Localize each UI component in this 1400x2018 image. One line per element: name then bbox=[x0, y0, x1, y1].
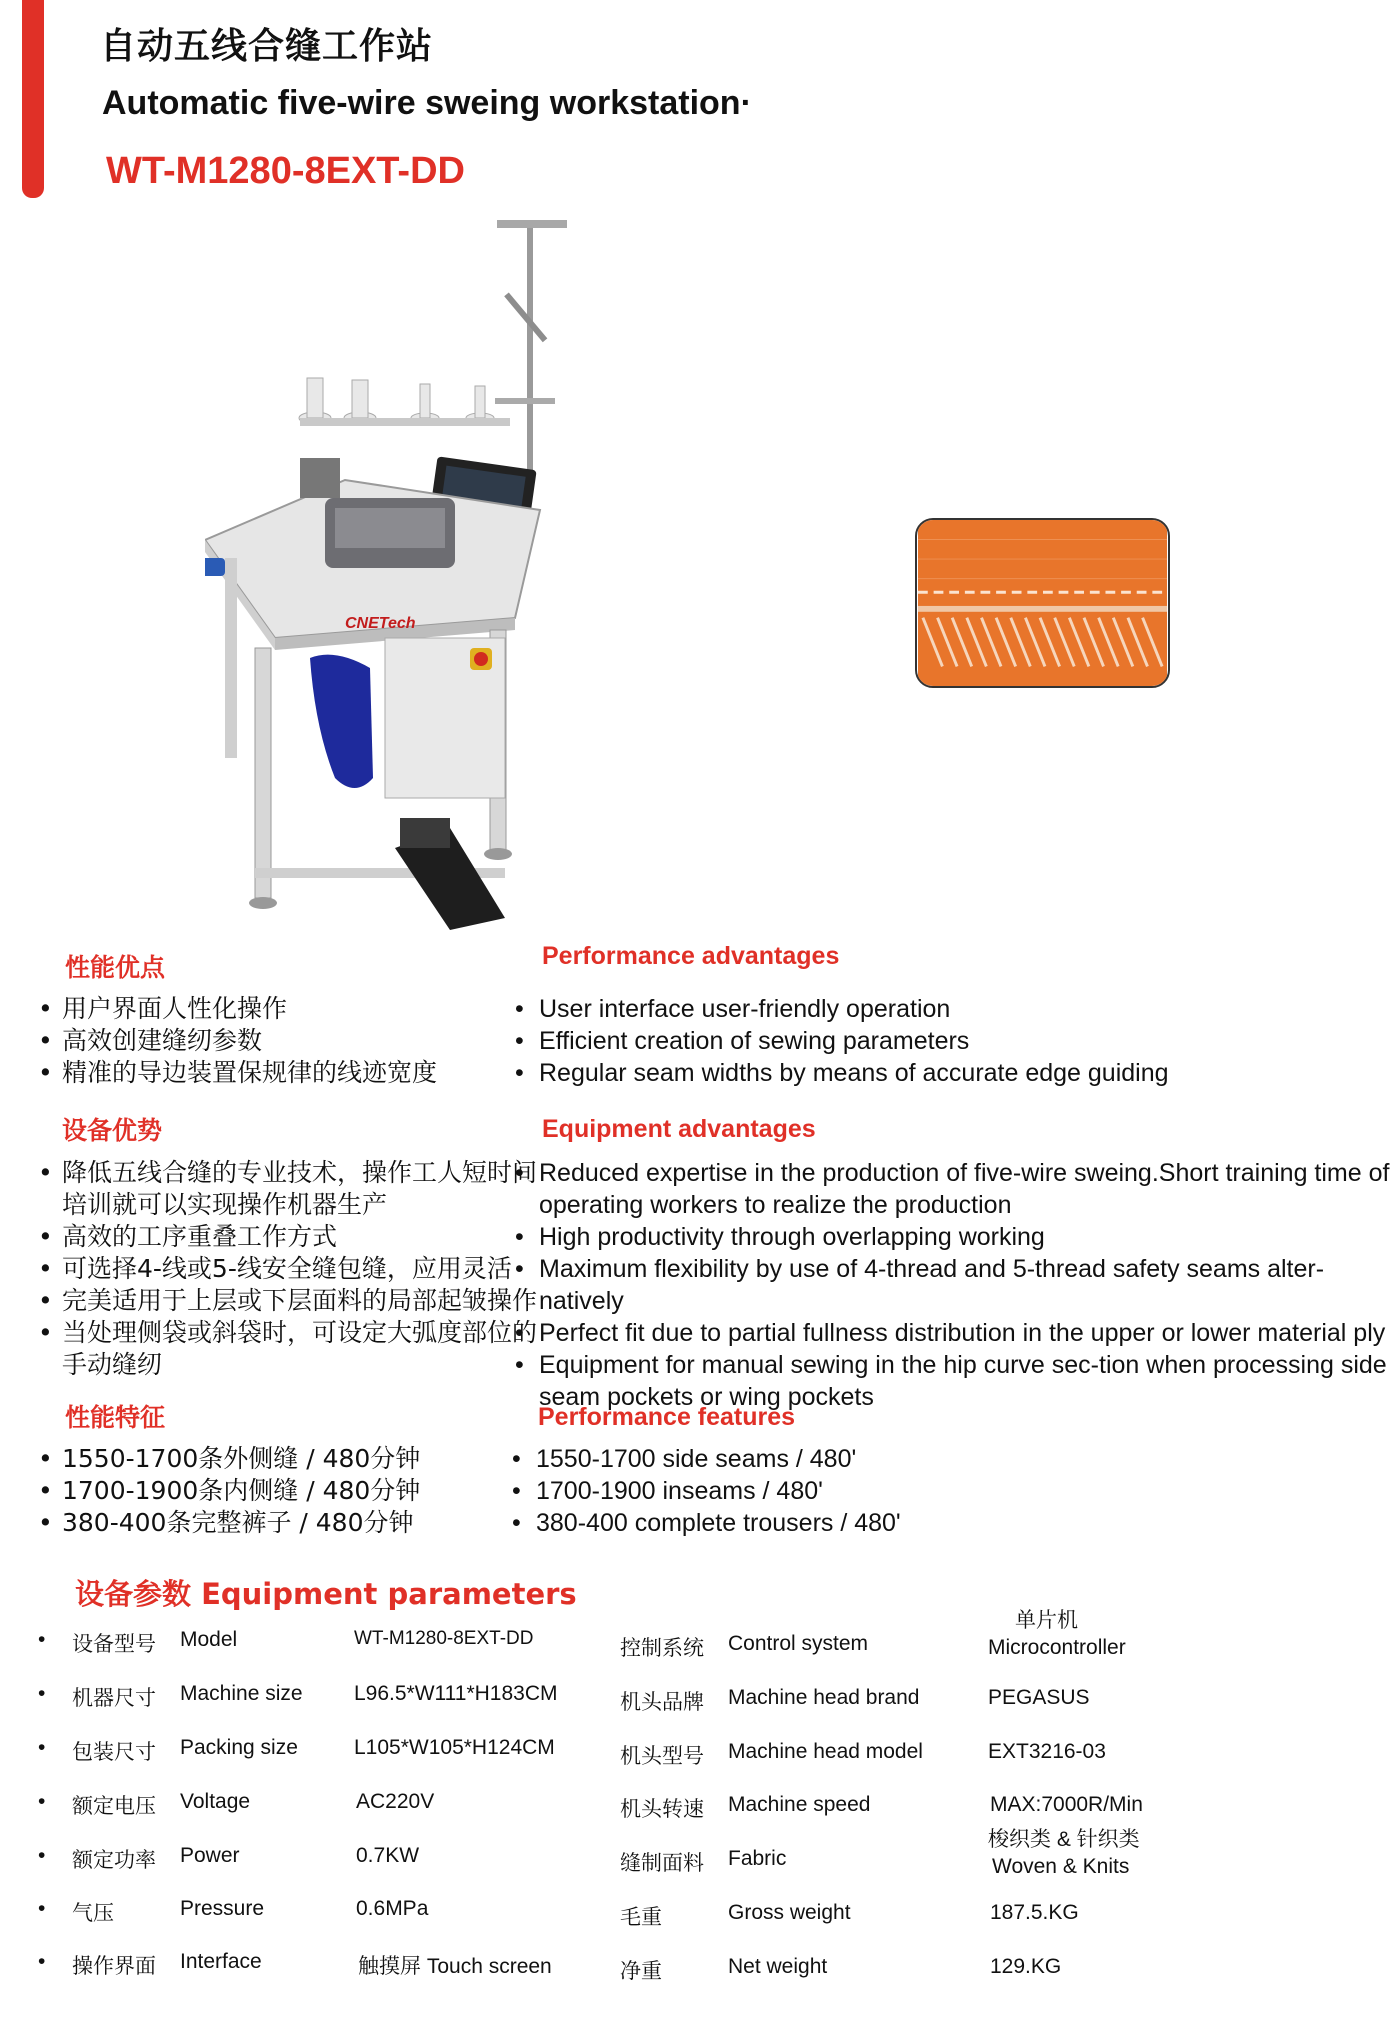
equip-adv-list-cn bbox=[38, 1157, 537, 1381]
list-item: • 用户界面人性化操作 bbox=[38, 993, 437, 1025]
params-title: 设备参数 Equipment parameters bbox=[75, 1577, 577, 1611]
list-item: • 380-400条完整裤子 / 480分钟 bbox=[38, 1507, 420, 1539]
list-item: • 高效创建缝纫参数 bbox=[38, 1025, 437, 1057]
list-item: • 高效的工序重叠工作方式 bbox=[38, 1221, 537, 1253]
list-item: • Maximum flexibility by use of 4-thread and 5-thread safety seams alter-natively bbox=[515, 1253, 1400, 1317]
model-number: WT-M1280-8EXT-DD bbox=[106, 150, 465, 192]
list-item: • Reduced expertise in the production of five-wire sweing.Short training time of operating workers to realize the production bbox=[515, 1157, 1400, 1221]
perf-adv-list-cn bbox=[38, 993, 437, 1089]
equip-adv-title-en: Equipment advantages bbox=[542, 1115, 816, 1143]
list-item: • 当处理侧袋或斜袋时，可设定大弧度部位的 手动缝纫 bbox=[38, 1317, 537, 1381]
page-title-en: Automatic five-wire sweing workstation· bbox=[102, 84, 752, 122]
list-item: • 精准的导边装置保规律的线迹宽度 bbox=[38, 1057, 437, 1089]
equip-adv-list-en bbox=[515, 1157, 1400, 1413]
page-title-cn: 自动五线合缝工作站 bbox=[100, 26, 434, 67]
perf-feat-list-cn bbox=[38, 1443, 420, 1539]
perf-feat-list-en bbox=[512, 1443, 901, 1539]
list-item: • 380-400 complete trousers / 480' bbox=[512, 1507, 901, 1539]
perf-adv-title-en: Performance advantages bbox=[542, 942, 840, 970]
equip-adv-title-cn: 设备优势 bbox=[62, 1116, 163, 1145]
perf-feat-title-cn: 性能特征 bbox=[65, 1403, 166, 1432]
perf-feat-title-en: Performance features bbox=[538, 1403, 796, 1431]
machine-photo bbox=[205, 218, 680, 930]
list-item: • 1550-1700条外侧缝 / 480分钟 bbox=[38, 1443, 420, 1475]
list-item: • Equipment for manual sewing in the hip curve sec-tion when processing side seam pockets or wing pockets bbox=[515, 1349, 1400, 1413]
perf-adv-title-cn: 性能优点 bbox=[65, 953, 166, 982]
list-item: • Efficient creation of sewing parameters bbox=[515, 1025, 1169, 1057]
list-item: • 1700-1900 inseams / 480' bbox=[512, 1475, 901, 1507]
list-item: • 1550-1700 side seams / 480' bbox=[512, 1443, 901, 1475]
accent-bar bbox=[22, 0, 44, 198]
brand-logo: CNETech bbox=[345, 615, 416, 632]
perf-adv-list-en bbox=[515, 993, 1169, 1089]
list-item: • 完美适用于上层或下层面料的局部起皱操作 bbox=[38, 1285, 537, 1317]
fabric-swatch bbox=[915, 518, 1170, 688]
list-item: • 可选择4-线或5-线安全缝包缝，应用灵活 bbox=[38, 1253, 537, 1285]
list-item: • 降低五线合缝的专业技术，操作工人短时间 培训就可以实现操作机器生产 bbox=[38, 1157, 537, 1221]
list-item: • Regular seam widths by means of accurate edge guiding bbox=[515, 1057, 1169, 1089]
list-item: • User interface user-friendly operation bbox=[515, 993, 1169, 1025]
list-item: • Perfect fit due to partial fullness distribution in the upper or lower material ply bbox=[515, 1317, 1400, 1349]
list-item: • High productivity through overlapping working bbox=[515, 1221, 1400, 1253]
list-item: • 1700-1900条内侧缝 / 480分钟 bbox=[38, 1475, 420, 1507]
